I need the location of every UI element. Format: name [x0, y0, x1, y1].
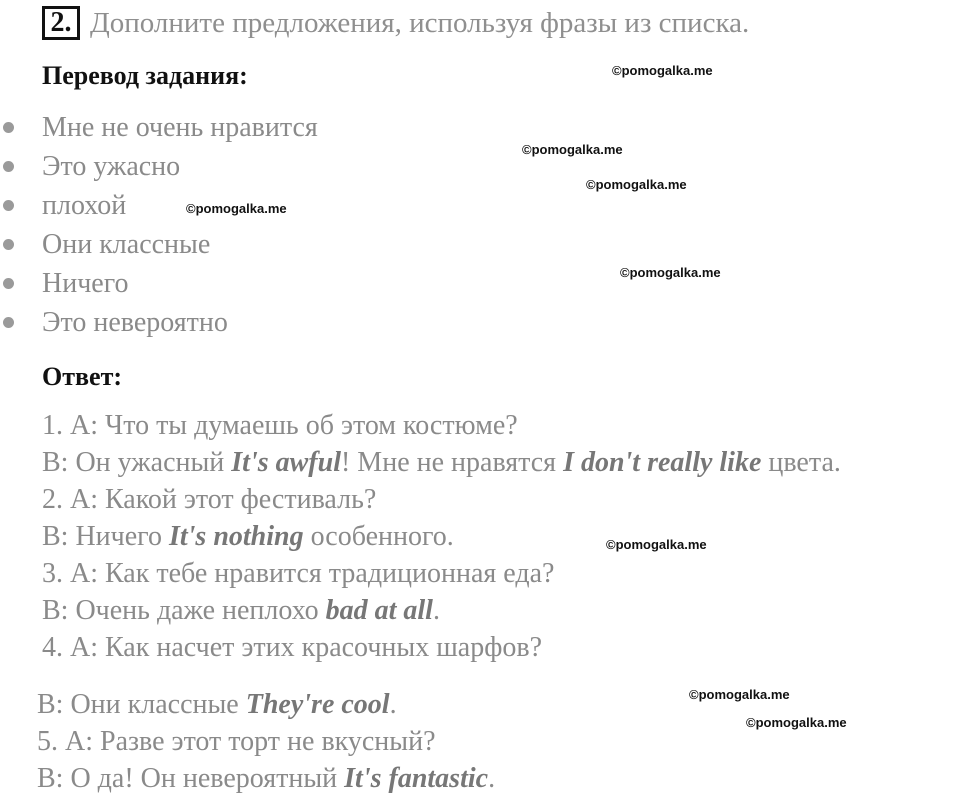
answer-phrase: I don't really like	[563, 447, 762, 478]
answer-line	[37, 724, 436, 760]
phrase-text: Это ужасно	[42, 151, 181, 182]
answer-text: В: О да! Он невероятный	[37, 763, 345, 794]
bullet-icon	[3, 317, 14, 328]
task-instruction: Дополните предложения, используя фразы из списка.	[90, 7, 750, 39]
watermark: ©pomogalka.me	[586, 177, 687, 192]
answer-line	[42, 408, 518, 444]
answer-phrase: It's awful	[231, 447, 341, 478]
task-number-box: 2.	[42, 6, 80, 40]
answer-text: 1. А: Что ты думаешь об этом костюме?	[42, 410, 518, 441]
answer-line	[37, 687, 397, 723]
answer-line	[42, 519, 454, 555]
watermark: ©pomogalka.me	[186, 201, 287, 216]
answer-text: 5. А: Разве этот торт не вкусный?	[37, 726, 436, 757]
answer-text: 4. А: Как насчет этих красочных шарфов?	[42, 632, 542, 663]
translation-heading: Перевод задания:	[42, 61, 248, 90]
answer-phrase: bad at all	[325, 595, 433, 626]
phrase-text: Они классные	[42, 229, 211, 260]
answer-text: 3. А: Как тебе нравится традиционная еда?	[42, 558, 555, 589]
answer-phrase: It's nothing	[168, 521, 304, 552]
answer-line	[42, 630, 542, 666]
answer-text: 2. А: Какой этот фестиваль?	[42, 484, 377, 515]
answer-text: В: Они классные	[37, 689, 246, 720]
bullet-icon	[3, 278, 14, 289]
answer-text: особенного.	[303, 521, 454, 552]
answer-text: В: Ничего	[42, 521, 169, 552]
watermark: ©pomogalka.me	[689, 687, 790, 702]
watermark: ©pomogalka.me	[522, 142, 623, 157]
watermark: ©pomogalka.me	[746, 715, 847, 730]
answer-line	[42, 556, 554, 592]
answer-text: В: Он ужасный	[42, 447, 232, 478]
bullet-icon	[3, 122, 14, 133]
phrase-text: Мне не очень нравится	[42, 112, 318, 143]
answer-text: .	[432, 595, 440, 626]
bullet-icon	[3, 200, 14, 211]
phrase-text: плохой	[42, 190, 127, 221]
answer-phrase: It's fantastic	[344, 763, 489, 794]
phrase-text: Это невероятно	[42, 307, 228, 338]
answer-line	[42, 482, 376, 518]
answer-line	[42, 445, 841, 481]
answer-text: .	[488, 763, 496, 794]
phrase-text: Ничего	[42, 268, 129, 299]
answer-line	[37, 761, 495, 797]
answer-text: цвета.	[761, 447, 841, 478]
bullet-icon	[3, 239, 14, 250]
watermark: ©pomogalka.me	[612, 63, 713, 78]
answer-text: .	[389, 689, 397, 720]
answer-line	[42, 593, 440, 629]
answer-text: В: Очень даже неплохо	[42, 595, 326, 626]
answer-text: ! Мне не нравятся	[340, 447, 564, 478]
answer-phrase: They're cool	[245, 689, 390, 720]
bullet-icon	[3, 161, 14, 172]
watermark: ©pomogalka.me	[606, 537, 707, 552]
answer-heading: Ответ:	[42, 362, 123, 391]
watermark: ©pomogalka.me	[620, 265, 721, 280]
